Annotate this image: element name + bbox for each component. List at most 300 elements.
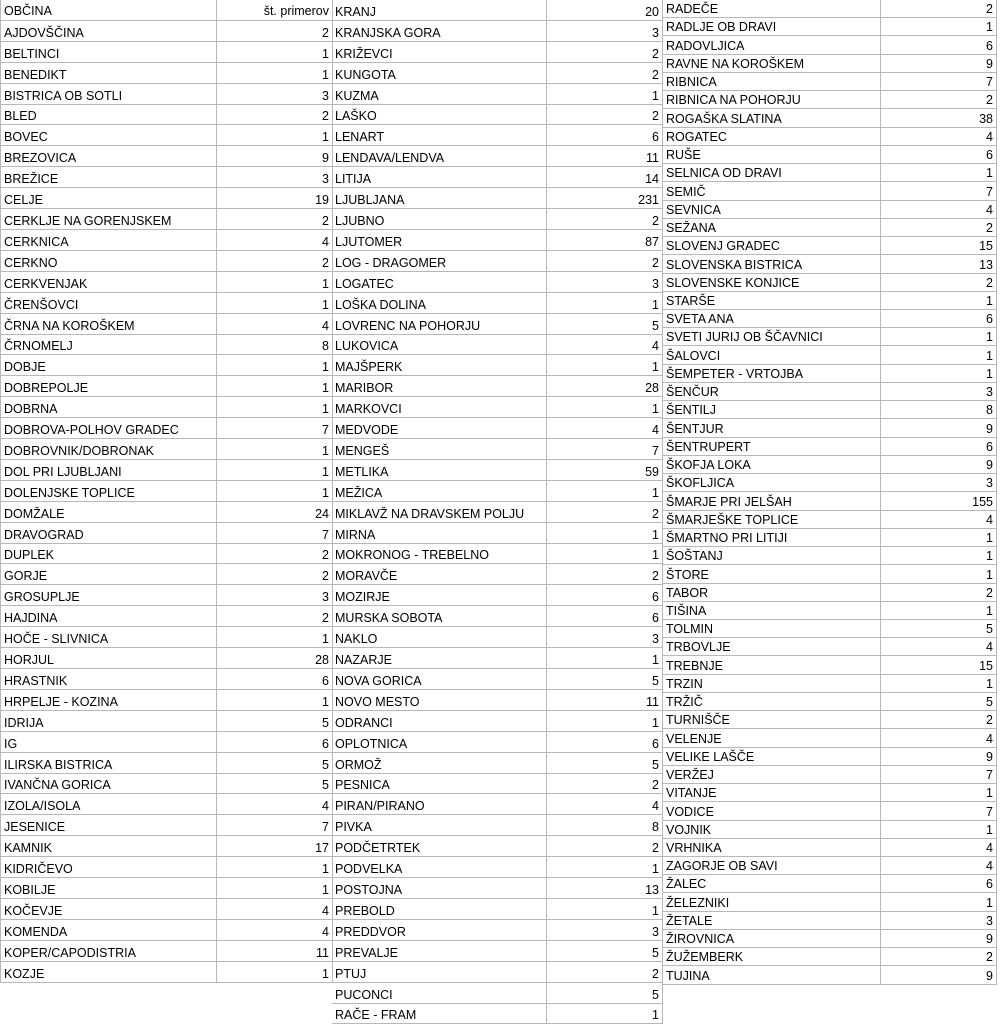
case-count: 3 (546, 920, 662, 940)
table-row (1, 167, 332, 188)
case-count: 1 (880, 675, 996, 692)
case-count: 1 (216, 355, 332, 375)
table-row (332, 355, 662, 376)
municipality-name: ŠENTILJ (663, 401, 880, 418)
case-count: 9 (880, 748, 996, 765)
municipality-name: KAMNIK (1, 836, 216, 856)
municipality-name: LENART (332, 125, 546, 145)
municipality-name: KIDRIČEVO (1, 857, 216, 877)
case-count: 1 (546, 397, 662, 417)
case-count: 1 (546, 857, 662, 877)
case-count: 1 (546, 1004, 662, 1024)
table-row (332, 418, 662, 439)
table-row (663, 419, 996, 437)
municipality-name: ŽELEZNIKI (663, 893, 880, 910)
case-count: 4 (216, 314, 332, 334)
case-count: 2 (880, 584, 996, 601)
municipality-name: TURNIŠČE (663, 711, 880, 728)
municipality-name: HAJDINA (1, 606, 216, 626)
municipality-name: ŠTORE (663, 565, 880, 582)
municipality-name: LOG - DRAGOMER (332, 251, 546, 271)
case-count: 6 (546, 606, 662, 626)
table-row (663, 456, 996, 474)
municipality-name: LJUTOMER (332, 230, 546, 250)
table-row (663, 219, 996, 237)
table-row (663, 766, 996, 784)
table-row (663, 128, 996, 146)
table-row (1, 188, 332, 209)
table-header-row (1, 0, 332, 21)
table-row (663, 255, 996, 273)
case-count: 1 (880, 547, 996, 564)
case-count: 4 (546, 335, 662, 355)
case-count: 28 (546, 376, 662, 396)
municipality-name: PREDDVOR (332, 920, 546, 940)
table-row (1, 63, 332, 84)
table-row (663, 638, 996, 656)
case-count: 7 (216, 418, 332, 438)
table-row (663, 839, 996, 857)
municipality-name: LAŠKO (332, 105, 546, 125)
municipality-name: ŠEMPETER - VRTOJBA (663, 365, 880, 382)
case-count: 2 (216, 251, 332, 271)
table-row (332, 544, 662, 565)
case-count: 5 (880, 693, 996, 710)
municipality-name: SVETA ANA (663, 310, 880, 327)
table-row (663, 292, 996, 310)
table-row (663, 310, 996, 328)
municipality-name: RADLJE OB DRAVI (663, 18, 880, 35)
case-count: 2 (216, 544, 332, 564)
municipality-name: ŠENTRUPERT (663, 438, 880, 455)
case-count: 4 (880, 511, 996, 528)
municipality-name: HRASTNIK (1, 669, 216, 689)
municipality-name: TIŠINA (663, 602, 880, 619)
table-row (1, 753, 332, 774)
case-count: 28 (216, 648, 332, 668)
municipality-name: ILIRSKA BISTRICA (1, 753, 216, 773)
table-row (1, 335, 332, 356)
case-count: 2 (880, 948, 996, 965)
table-row (663, 328, 996, 346)
case-count: 11 (546, 146, 662, 166)
table-row (1, 418, 332, 439)
municipality-name: LUKOVICA (332, 335, 546, 355)
table-row (332, 335, 662, 356)
case-count: 3 (880, 912, 996, 929)
table-row (1, 857, 332, 878)
case-count: 1 (216, 63, 332, 83)
table-row (1, 481, 332, 502)
case-count: 1 (216, 376, 332, 396)
table-row (1, 585, 332, 606)
case-count: 2 (546, 63, 662, 83)
case-count: 4 (880, 638, 996, 655)
case-count: 3 (880, 474, 996, 491)
municipality-name: MEDVODE (332, 418, 546, 438)
table-row (332, 878, 662, 899)
case-count: 1 (880, 365, 996, 382)
case-count: 5 (216, 711, 332, 731)
case-count: 2 (546, 774, 662, 794)
case-count: 6 (546, 125, 662, 145)
table-row (663, 529, 996, 547)
table-row (332, 690, 662, 711)
municipality-name: AJDOVŠČINA (1, 21, 216, 41)
municipality-name: MEŽICA (332, 481, 546, 501)
case-count: 6 (216, 732, 332, 752)
case-count: 1 (216, 627, 332, 647)
case-count: 9 (880, 966, 996, 983)
municipality-name: ŽALEC (663, 875, 880, 892)
case-count: 1 (880, 328, 996, 345)
table-row (332, 63, 662, 84)
municipality-name: MOKRONOG - TREBELNO (332, 544, 546, 564)
municipality-name: MURSKA SOBOTA (332, 606, 546, 626)
municipality-name: SEMIČ (663, 182, 880, 199)
table-row (332, 272, 662, 293)
case-count: 6 (216, 669, 332, 689)
municipality-name: GROSUPLJE (1, 585, 216, 605)
table-row (1, 836, 332, 857)
municipality-name: NAKLO (332, 627, 546, 647)
case-count: 2 (546, 962, 662, 982)
table-row (332, 0, 662, 21)
case-count: 1 (880, 893, 996, 910)
municipality-name: PUCONCI (332, 983, 546, 1003)
municipality-name: ŠALOVCI (663, 346, 880, 363)
municipality-name: KOČEVJE (1, 899, 216, 919)
case-count: 8 (216, 335, 332, 355)
case-count: 7 (216, 523, 332, 543)
municipality-name: KOPER/CAPODISTRIA (1, 941, 216, 961)
case-count: 5 (546, 941, 662, 961)
municipality-name: PTUJ (332, 962, 546, 982)
municipality-name: ŠMARJEŠKE TOPLICE (663, 511, 880, 528)
municipality-name: PREBOLD (332, 899, 546, 919)
municipality-name: SEŽANA (663, 219, 880, 236)
header-case-count: št. primerov (216, 0, 332, 20)
table-row (663, 802, 996, 820)
table-row (663, 274, 996, 292)
case-count: 3 (546, 272, 662, 292)
table-row (332, 711, 662, 732)
case-count: 1 (216, 293, 332, 313)
case-count: 4 (546, 794, 662, 814)
municipality-name: CERKNICA (1, 230, 216, 250)
table-row (1, 251, 332, 272)
municipality-name: RADOVLJICA (663, 36, 880, 53)
municipality-name: VITANJE (663, 784, 880, 801)
municipality-name: DOBJE (1, 355, 216, 375)
municipality-name: LITIJA (332, 167, 546, 187)
table-row (663, 438, 996, 456)
case-count: 1 (880, 346, 996, 363)
table-row (332, 502, 662, 523)
table-row (663, 401, 996, 419)
table-row (1, 397, 332, 418)
municipality-name: MENGEŠ (332, 439, 546, 459)
municipality-name: PODVELKA (332, 857, 546, 877)
table-row (1, 209, 332, 230)
municipality-name: IZOLA/ISOLA (1, 794, 216, 814)
municipality-name: TUJINA (663, 966, 880, 983)
case-count: 1 (880, 164, 996, 181)
table-row (332, 941, 662, 962)
municipality-name: VOJNIK (663, 821, 880, 838)
municipality-name: RADEČE (663, 0, 880, 17)
municipality-name: GORJE (1, 564, 216, 584)
table-row (663, 784, 996, 802)
municipality-name: ČRNOMELJ (1, 335, 216, 355)
municipality-name: LOGATEC (332, 272, 546, 292)
municipality-name: HRPELJE - KOZINA (1, 690, 216, 710)
table-row (663, 0, 996, 18)
municipality-name: DRAVOGRAD (1, 523, 216, 543)
municipality-name: CELJE (1, 188, 216, 208)
municipality-name: NOVO MESTO (332, 690, 546, 710)
case-count: 11 (216, 941, 332, 961)
case-count: 5 (546, 314, 662, 334)
municipality-name: RIBNICA (663, 73, 880, 90)
case-count: 15 (880, 656, 996, 673)
case-count: 2 (880, 274, 996, 291)
table-row (663, 365, 996, 383)
municipality-name: MARIBOR (332, 376, 546, 396)
municipality-name: ČRNA NA KOROŠKEM (1, 314, 216, 334)
table-row (332, 564, 662, 585)
table-row (1, 230, 332, 251)
table-row (663, 948, 996, 966)
case-count: 2 (216, 606, 332, 626)
case-count: 2 (216, 105, 332, 125)
case-count: 8 (880, 401, 996, 418)
case-count: 4 (546, 418, 662, 438)
case-count: 2 (216, 564, 332, 584)
table-row (663, 930, 996, 948)
case-count: 2 (216, 209, 332, 229)
table-row (1, 711, 332, 732)
municipality-name: DOL PRI LJUBLJANI (1, 460, 216, 480)
table-column-2 (332, 0, 663, 1024)
table-row (332, 21, 662, 42)
table-row (332, 753, 662, 774)
case-count: 1 (546, 648, 662, 668)
table-row (1, 460, 332, 481)
case-count: 2 (880, 711, 996, 728)
table-row (332, 920, 662, 941)
table-row (663, 182, 996, 200)
table-row (663, 146, 996, 164)
table-row (1, 42, 332, 63)
table-row (663, 656, 996, 674)
case-count: 2 (546, 42, 662, 62)
case-count: 3 (880, 383, 996, 400)
case-count: 8 (546, 815, 662, 835)
municipality-name: LOVRENC NA POHORJU (332, 314, 546, 334)
table-row (1, 732, 332, 753)
case-count: 4 (216, 899, 332, 919)
municipality-name: SELNICA OD DRAVI (663, 164, 880, 181)
table-row (1, 669, 332, 690)
municipality-name: VELENJE (663, 729, 880, 746)
case-count: 1 (216, 272, 332, 292)
municipality-name: DOBREPOLJE (1, 376, 216, 396)
municipality-name: JESENICE (1, 815, 216, 835)
case-count: 14 (546, 167, 662, 187)
table-row (663, 711, 996, 729)
municipality-name: CERKVENJAK (1, 272, 216, 292)
case-count: 2 (546, 251, 662, 271)
table-row (1, 606, 332, 627)
case-count: 1 (216, 125, 332, 145)
table-row (1, 272, 332, 293)
case-count: 9 (880, 419, 996, 436)
table-row (332, 314, 662, 335)
case-count: 1 (546, 481, 662, 501)
table-row (663, 893, 996, 911)
table-row (332, 1004, 662, 1024)
table-row (332, 627, 662, 648)
table-row (1, 439, 332, 460)
table-row (663, 474, 996, 492)
table-row (663, 73, 996, 91)
municipality-name: DOBROVA-POLHOV GRADEC (1, 418, 216, 438)
table-row (332, 84, 662, 105)
case-count: 1 (880, 565, 996, 582)
case-count: 1 (546, 899, 662, 919)
municipality-name: PREVALJE (332, 941, 546, 961)
municipality-name: DOLENJSKE TOPLICE (1, 481, 216, 501)
case-count: 1 (546, 711, 662, 731)
table-row (663, 912, 996, 930)
case-count: 4 (216, 920, 332, 940)
case-count: 6 (546, 585, 662, 605)
municipality-name: NOVA GORICA (332, 669, 546, 689)
case-count: 1 (216, 42, 332, 62)
case-count: 4 (880, 128, 996, 145)
case-count: 11 (546, 690, 662, 710)
municipality-name: KRANJ (332, 0, 546, 20)
case-count: 7 (216, 815, 332, 835)
municipality-name: MIRNA (332, 523, 546, 543)
municipality-name: BREZOVICA (1, 146, 216, 166)
table-row (663, 821, 996, 839)
municipality-name: VODICE (663, 802, 880, 819)
table-row (332, 251, 662, 272)
table-row (663, 91, 996, 109)
municipality-name: DOBROVNIK/DOBRONAK (1, 439, 216, 459)
municipality-name: KOBILJE (1, 878, 216, 898)
table-row (663, 857, 996, 875)
municipality-name: RAČE - FRAM (332, 1004, 546, 1024)
municipality-name: KOMENDA (1, 920, 216, 940)
case-count: 1 (880, 292, 996, 309)
case-count: 2 (546, 105, 662, 125)
table-row (1, 878, 332, 899)
case-count: 2 (546, 209, 662, 229)
case-count: 7 (880, 73, 996, 90)
municipality-name: ŽETALE (663, 912, 880, 929)
case-count: 7 (880, 766, 996, 783)
case-count: 2 (880, 91, 996, 108)
case-count: 7 (546, 439, 662, 459)
case-count: 6 (546, 732, 662, 752)
case-count: 5 (546, 983, 662, 1003)
case-count: 13 (546, 878, 662, 898)
municipality-name: MORAVČE (332, 564, 546, 584)
table-row (1, 544, 332, 565)
case-count: 1 (216, 439, 332, 459)
case-count: 231 (546, 188, 662, 208)
table-row (332, 962, 662, 983)
municipality-name: HORJUL (1, 648, 216, 668)
table-row (332, 815, 662, 836)
case-count: 1 (880, 602, 996, 619)
case-count: 15 (880, 237, 996, 254)
municipality-name: BELTINCI (1, 42, 216, 62)
case-count: 5 (546, 753, 662, 773)
municipality-name: VELIKE LAŠČE (663, 748, 880, 765)
municipality-name: SEVNICA (663, 201, 880, 218)
case-count: 2 (546, 564, 662, 584)
municipality-name: SLOVENSKA BISTRICA (663, 255, 880, 272)
case-count: 6 (880, 146, 996, 163)
case-count: 1 (216, 857, 332, 877)
case-count: 1 (546, 523, 662, 543)
table-row (1, 941, 332, 962)
municipality-name: MAJŠPERK (332, 355, 546, 375)
table-row (1, 899, 332, 920)
municipality-name: KUNGOTA (332, 63, 546, 83)
municipality-name: CERKNO (1, 251, 216, 271)
table-row (332, 669, 662, 690)
table-row (663, 584, 996, 602)
municipality-name: LJUBLJANA (332, 188, 546, 208)
case-count: 1 (216, 690, 332, 710)
table-row (1, 502, 332, 523)
table-row (1, 125, 332, 146)
table-row (663, 675, 996, 693)
table-row (1, 920, 332, 941)
table-row (332, 146, 662, 167)
table-row (1, 962, 332, 983)
case-count: 6 (880, 36, 996, 53)
municipality-name: DOMŽALE (1, 502, 216, 522)
municipality-name: KRANJSKA GORA (332, 21, 546, 41)
municipality-name: HOČE - SLIVNICA (1, 627, 216, 647)
case-count: 3 (546, 627, 662, 647)
municipality-name: KRIŽEVCI (332, 42, 546, 62)
table-row (1, 146, 332, 167)
case-count: 7 (880, 182, 996, 199)
table-row (332, 42, 662, 63)
table-row (663, 164, 996, 182)
table-row (1, 84, 332, 105)
table-row (1, 815, 332, 836)
municipality-name: ŽIROVNICA (663, 930, 880, 947)
table-row (663, 620, 996, 638)
municipality-name: TRŽIČ (663, 693, 880, 710)
municipality-name: MIKLAVŽ NA DRAVSKEM POLJU (332, 502, 546, 522)
table-row (332, 857, 662, 878)
table-row (332, 648, 662, 669)
municipality-name: ODRANCI (332, 711, 546, 731)
municipality-name: TRZIN (663, 675, 880, 692)
case-count: 20 (546, 0, 662, 20)
municipality-name: SLOVENJ GRADEC (663, 237, 880, 254)
municipality-name: PODČETRTEK (332, 836, 546, 856)
